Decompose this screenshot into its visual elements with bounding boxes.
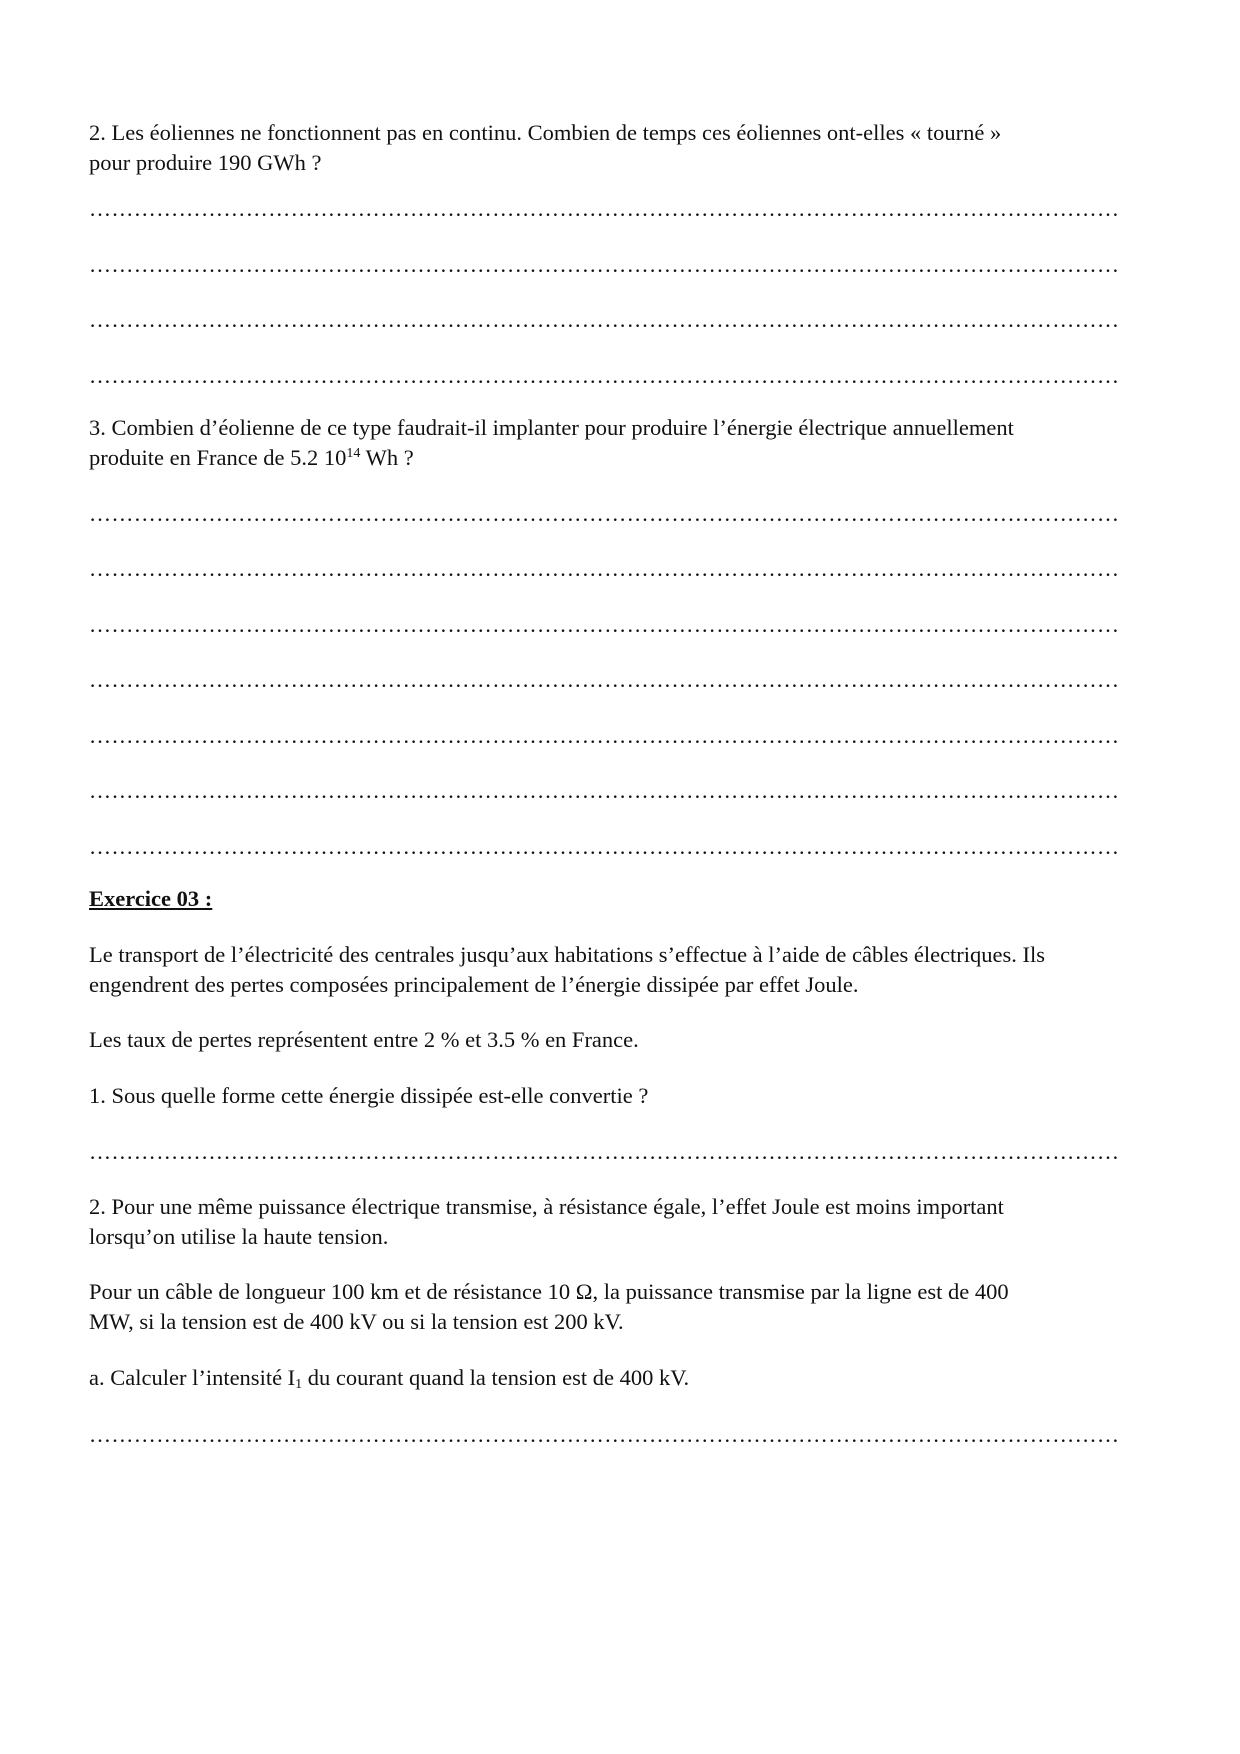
question-3-exponent: 14: [346, 446, 361, 461]
question-3-line-2: [89, 443, 414, 473]
question-3-text-before: produite en France de 5.2 10: [89, 445, 347, 470]
exercise-3-intro-line-1: Le transport de l’électricité des centrales jusqu’aux habitations s’effectue à l’aide de câbles électriques. Ils: [89, 942, 1046, 967]
question-3-line-1: 3. Combien d’éolienne de ce type faudrait-il implanter pour produire l’énergie électrique annuellement: [89, 415, 1014, 440]
exercise-3-losses: Les taux de pertes représentent entre 2 % et 3.5 % en France.: [89, 1027, 639, 1052]
exercise-3-question-2-line-2: lorsqu’on utilise la haute tension.: [89, 1224, 389, 1249]
answer-line[interactable]: …………………………………………………………………………………………………………………………: [89, 252, 1120, 277]
exercise-3-question-2-line-1: 2. Pour une même puissance électrique transmise, à résistance égale, l’effet Joule est moins important: [89, 1194, 1004, 1219]
answer-line[interactable]: …………………………………………………………………………………………………………………………: [89, 501, 1120, 526]
answer-line[interactable]: …………………………………………………………………………………………………………………………: [89, 556, 1120, 581]
answer-line[interactable]: …………………………………………………………………………………………………………………………: [89, 1422, 1120, 1447]
question-3-text-after: Wh ?: [360, 445, 414, 470]
question-a-text-before: a. Calculer l’intensité I: [89, 1365, 296, 1390]
answer-line[interactable]: …………………………………………………………………………………………………………………………: [89, 778, 1120, 803]
question-a-text-after: du courant quand la tension est de 400 kV.: [302, 1365, 690, 1390]
answer-line[interactable]: …………………………………………………………………………………………………………………………: [89, 196, 1120, 221]
exercise-3-cable-line-2: MW, si la tension est de 400 kV ou si la tension est 200 kV.: [89, 1309, 624, 1334]
answer-line[interactable]: …………………………………………………………………………………………………………………………: [89, 1139, 1120, 1164]
exercise-3-question-a: [89, 1363, 689, 1393]
question-2-line-2: pour produire 190 GWh ?: [89, 150, 322, 175]
question-a-subscript: 1: [295, 1377, 303, 1392]
answer-line[interactable]: …………………………………………………………………………………………………………………………: [89, 834, 1120, 859]
answer-line[interactable]: …………………………………………………………………………………………………………………………: [89, 723, 1120, 748]
answer-line[interactable]: …………………………………………………………………………………………………………………………: [89, 612, 1120, 637]
exercise-3-cable-line-1: Pour un câble de longueur 100 km et de résistance 10 Ω, la puissance transmise par la ligne est de 400: [89, 1279, 1009, 1304]
answer-line[interactable]: …………………………………………………………………………………………………………………………: [89, 307, 1120, 332]
exercise-3-heading: Exercice 03 :: [89, 886, 213, 911]
answer-line[interactable]: …………………………………………………………………………………………………………………………: [89, 667, 1120, 692]
exercise-3-intro-line-2: engendrent des pertes composées principalement de l’énergie dissipée par effet Joule.: [89, 972, 859, 997]
answer-line[interactable]: …………………………………………………………………………………………………………………………: [89, 363, 1120, 388]
exercise-3-question-1: 1. Sous quelle forme cette énergie dissipée est-elle convertie ?: [89, 1083, 649, 1108]
question-2-line-1: 2. Les éoliennes ne fonctionnent pas en continu. Combien de temps ces éoliennes ont-elles « tourné »: [89, 120, 1002, 145]
